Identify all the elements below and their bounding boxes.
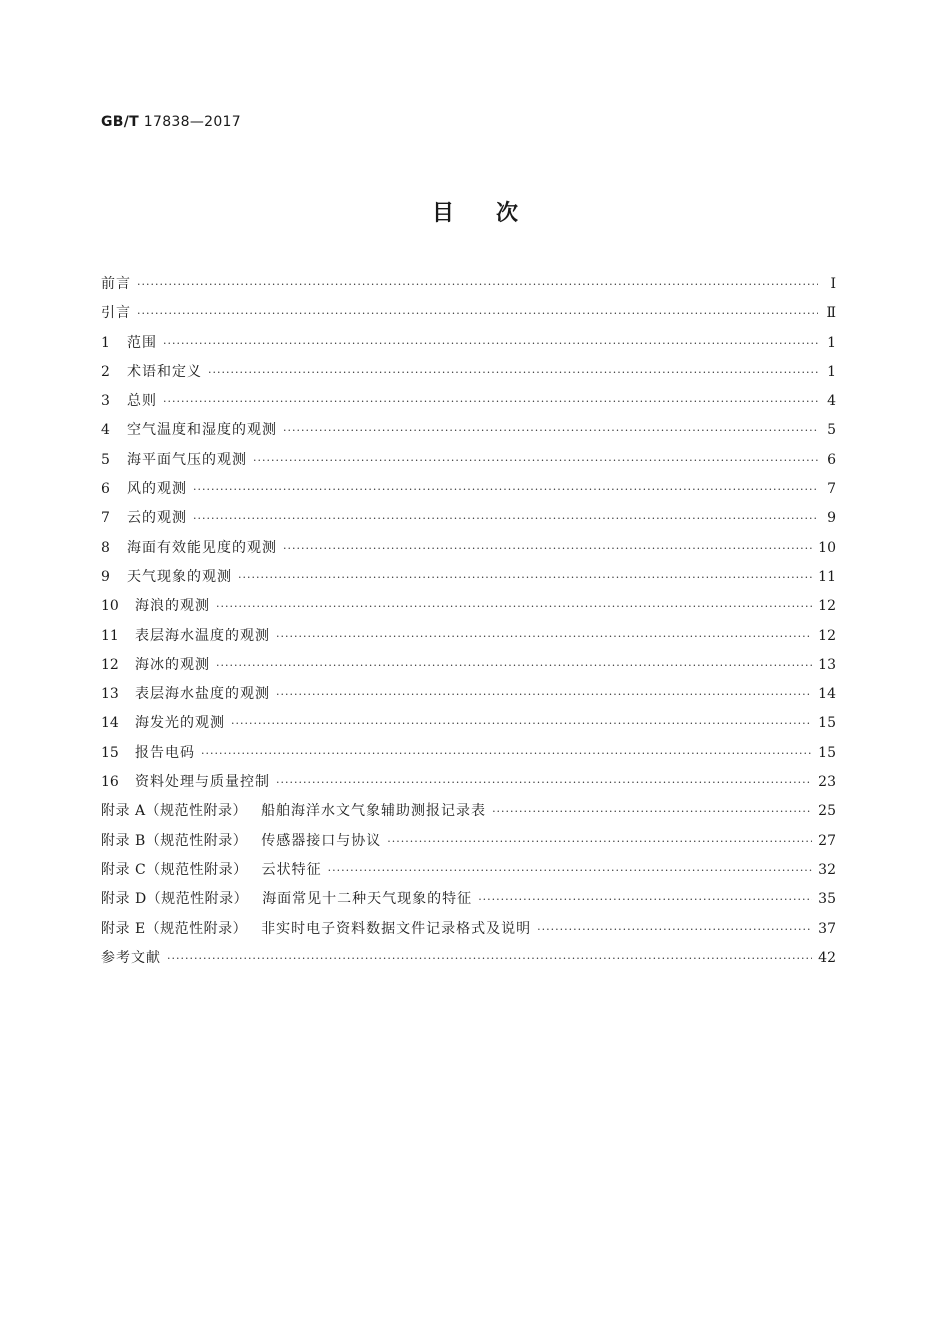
toc-entry[interactable] [101, 302, 836, 331]
toc-entry-page-number: 35 [818, 891, 836, 908]
toc-entry-title: 前言 [101, 276, 131, 292]
toc-entry[interactable] [101, 566, 836, 595]
toc-entry-title: 海浪的观测 [135, 598, 210, 615]
toc-entry-title: 海平面气压的观测 [127, 451, 247, 468]
toc-dot-leader [537, 919, 812, 941]
toc-entry-number: 10 [101, 598, 119, 615]
toc-entry[interactable] [101, 888, 836, 917]
toc-entry-title: 天气现象的观测 [127, 568, 232, 585]
toc-entry-annex-label: 附录 E（规范性附录） [101, 920, 248, 937]
toc-dot-leader [253, 450, 818, 472]
toc-entry-page-number: 25 [818, 803, 836, 820]
toc-entry[interactable] [101, 537, 836, 566]
toc-dot-leader [201, 743, 812, 765]
toc-entry[interactable] [101, 478, 836, 507]
toc-entry-page-number: 23 [818, 774, 836, 791]
toc-dot-leader [137, 274, 818, 296]
toc-entry-title: 云的观测 [127, 510, 187, 527]
toc-dot-leader [478, 889, 812, 911]
toc-entry-page-number: 12 [818, 598, 836, 615]
toc-entry-page-number: 9 [827, 510, 836, 527]
toc-entry[interactable] [101, 595, 836, 624]
toc-entry-number: 12 [101, 656, 119, 673]
toc-entry-page-number: 1 [827, 334, 836, 351]
toc-entry-title: 非实时电子资料数据文件记录格式及说明 [261, 920, 532, 937]
toc-entry-title: 海面常见十二种天气现象的特征 [262, 891, 473, 908]
toc-entry-title: 表层海水盐度的观测 [135, 686, 270, 703]
toc-entry-page-number: 13 [818, 656, 836, 673]
toc-entry[interactable] [101, 361, 836, 390]
toc-dot-leader [216, 596, 812, 618]
toc-entry-title: 术语和定义 [127, 363, 202, 380]
toc-entry-title: 海发光的观测 [135, 715, 225, 732]
toc-entry-title: 传感器接口与协议 [261, 832, 382, 849]
toc-entry-number: 4 [101, 422, 110, 439]
toc-entry-title: 表层海水温度的观测 [135, 627, 270, 644]
toc-entry[interactable] [101, 830, 836, 859]
toc-entry-title: 空气温度和湿度的观测 [127, 422, 277, 439]
toc-entry-title: 引言 [101, 305, 131, 322]
toc-dot-leader [238, 567, 812, 589]
toc-dot-leader [276, 626, 812, 648]
toc-entry-page-number: 6 [827, 451, 836, 468]
toc-entry-page-number: 27 [818, 832, 836, 849]
toc-entry-number: 11 [101, 627, 119, 644]
toc-dot-leader [283, 420, 818, 442]
toc-entry-page-number: 37 [818, 920, 836, 937]
toc-dot-leader [216, 655, 812, 677]
toc-entry-page-number: 42 [818, 949, 836, 966]
toc-entry[interactable] [101, 771, 836, 800]
toc-entry-number: 8 [101, 539, 110, 556]
toc-entry-page-number: 1 [827, 363, 836, 380]
toc-entry-page-number: 7 [827, 481, 836, 498]
toc-entry[interactable] [101, 625, 836, 654]
toc-entry[interactable] [101, 859, 836, 888]
toc-dot-leader [492, 801, 812, 823]
toc-entry-number: 5 [101, 451, 110, 468]
toc-entry[interactable] [101, 947, 836, 976]
page-title: 目次 [431, 201, 560, 226]
toc-dot-leader [163, 391, 818, 413]
toc-entry-page-number: 15 [818, 715, 836, 732]
toc-entry[interactable] [101, 449, 836, 478]
toc-entry-title: 船舶海洋水文气象辅助测报记录表 [261, 803, 487, 820]
toc-entry-page-number: 4 [827, 393, 836, 410]
toc-dot-leader [167, 948, 812, 970]
toc-entry-title: 海冰的观测 [135, 656, 210, 673]
toc-entry[interactable] [101, 390, 836, 419]
toc-entry[interactable] [101, 419, 836, 448]
toc-entry-page-number: 5 [827, 422, 836, 439]
toc-entry-page-number: Ⅱ [826, 305, 836, 322]
toc-entry-number: 14 [101, 715, 119, 732]
toc-dot-leader [283, 538, 812, 560]
toc-dot-leader [276, 772, 812, 794]
toc-entry-number: 9 [101, 568, 110, 585]
toc-entry-number: 3 [101, 393, 110, 410]
toc-entry-annex-label: 附录 B（规范性附录） [101, 832, 248, 849]
toc-dot-leader [276, 684, 812, 706]
toc-entry-page-number: 15 [818, 744, 836, 761]
toc-entry-number: 7 [101, 510, 110, 527]
toc-entry-page-number: Ⅰ [830, 276, 836, 292]
toc-entry-number: 13 [101, 686, 119, 703]
toc-entry[interactable] [101, 712, 836, 741]
toc-dot-leader [163, 333, 818, 355]
toc-entry-page-number: 14 [818, 686, 836, 703]
standard-code [101, 114, 241, 130]
toc-entry-page-number: 11 [818, 568, 836, 585]
toc-dot-leader [387, 831, 812, 853]
toc-entry-annex-label: 附录 A（规范性附录） [101, 803, 248, 820]
toc-entry-title: 风的观测 [127, 481, 187, 498]
toc-entry-number: 2 [101, 363, 110, 380]
toc-entry[interactable] [101, 800, 836, 829]
toc-entry-number: 15 [101, 744, 119, 761]
toc-entry-title: 总则 [127, 393, 157, 410]
toc-entry[interactable] [101, 683, 836, 712]
toc-entry-title: 范围 [127, 334, 157, 351]
toc-entry-title: 报告电码 [135, 744, 195, 761]
toc-entry[interactable] [101, 273, 836, 302]
toc-entry-page-number: 12 [818, 627, 836, 644]
toc-dot-leader [193, 479, 818, 501]
toc-entry-page-number: 32 [818, 861, 836, 878]
toc-entry-title: 云状特征 [261, 861, 322, 878]
toc-entry-title: 资料处理与质量控制 [135, 774, 270, 791]
toc-entry-title: 参考文献 [101, 949, 161, 966]
toc-entry[interactable] [101, 507, 836, 536]
table-of-contents [101, 273, 836, 976]
toc-entry-page-number: 10 [818, 539, 836, 556]
toc-dot-leader [328, 860, 813, 882]
toc-entry[interactable] [101, 918, 836, 947]
toc-entry[interactable] [101, 332, 836, 361]
toc-dot-leader [193, 508, 818, 530]
standard-number: 17838—2017 [143, 114, 241, 130]
toc-entry-title: 海面有效能见度的观测 [127, 539, 277, 556]
toc-entry-number: 1 [101, 334, 110, 351]
standard-prefix: GB/T [101, 114, 140, 130]
toc-entry-annex-label: 附录 D（规范性附录） [101, 891, 249, 908]
toc-entry-number: 16 [101, 774, 119, 791]
toc-entry[interactable] [101, 654, 836, 683]
toc-dot-leader [231, 713, 812, 735]
toc-dot-leader [137, 303, 818, 325]
toc-entry-number: 6 [101, 481, 110, 498]
toc-entry[interactable] [101, 742, 836, 771]
toc-dot-leader [208, 362, 818, 384]
toc-entry-annex-label: 附录 C（规范性附录） [101, 861, 248, 878]
